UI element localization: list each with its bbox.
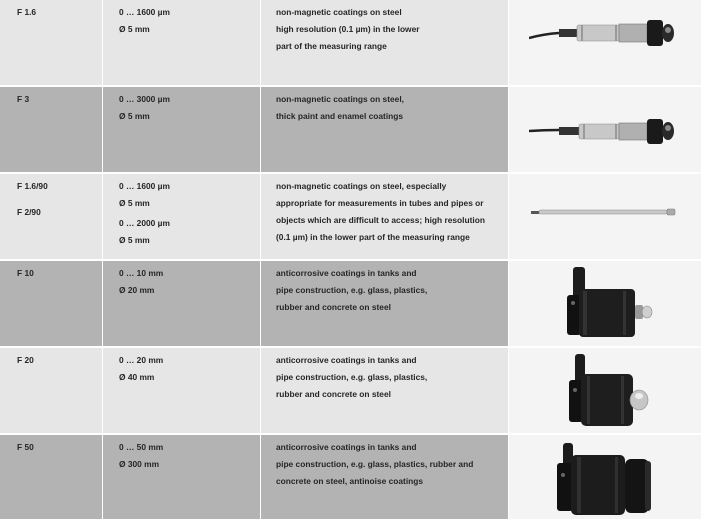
application-text: part of the measuring range	[276, 41, 387, 51]
diameter-text: Ø 20 mm	[119, 285, 155, 295]
application-text: non-magnetic coatings on steel	[276, 7, 402, 17]
diameter-text: Ø 5 mm	[119, 198, 150, 208]
probe-image-cell	[509, 0, 701, 85]
range-text: 0 … 10 mm	[119, 268, 164, 278]
diameter-text: Ø 5 mm	[119, 235, 150, 245]
table-row	[0, 348, 701, 433]
probe-image-cell	[509, 348, 701, 433]
application-text: objects which are difficult to access; high resolution	[276, 215, 485, 225]
application-cell	[261, 174, 509, 259]
probe-image-cell	[509, 174, 701, 259]
application-cell	[261, 261, 509, 346]
application-cell	[261, 0, 509, 85]
model-label: F 10	[17, 268, 34, 278]
angled-probe-icon	[531, 206, 681, 218]
range-cell	[103, 0, 261, 85]
large-cylinder-probe-icon	[549, 441, 659, 517]
application-text: concrete on steel, antinoise coatings	[276, 476, 424, 486]
range-cell	[103, 261, 261, 346]
application-text: high resolution (0.1 µm) in the lower	[276, 24, 420, 34]
range-text: 0 … 50 mm	[119, 442, 164, 452]
application-cell	[261, 348, 509, 433]
range-text: 0 … 3000 µm	[119, 94, 170, 104]
pen-probe-icon	[529, 113, 689, 149]
application-text: (0.1 µm) in the lower part of the measuring range	[276, 232, 470, 242]
range-text: 0 … 20 mm	[119, 355, 164, 365]
application-text: appropriate for measurements in tubes and pipes or	[276, 198, 484, 208]
pen-probe-icon	[529, 14, 689, 50]
application-text: anticorrosive coatings in tanks and	[276, 355, 417, 365]
application-text: anticorrosive coatings in tanks and	[276, 442, 417, 452]
model-label: F 1.6	[17, 7, 37, 17]
range-cell	[103, 435, 261, 519]
application-text: anticorrosive coatings in tanks and	[276, 268, 417, 278]
table-row	[0, 261, 701, 346]
application-text: non-magnetic coatings on steel,	[276, 94, 404, 104]
range-cell	[103, 348, 261, 433]
model-cell	[0, 261, 103, 346]
range-cell	[103, 174, 261, 259]
cylinder-probe-icon	[559, 265, 659, 343]
application-text: pipe construction, e.g. glass, plastics,	[276, 285, 428, 295]
application-text: thick paint and enamel coatings	[276, 111, 404, 121]
table-row	[0, 87, 701, 172]
application-text: pipe construction, e.g. glass, plastics,	[276, 372, 428, 382]
application-cell	[261, 87, 509, 172]
model-label: F 20	[17, 355, 34, 365]
range-cell	[103, 87, 261, 172]
application-text: pipe construction, e.g. glass, plastics, rubber and	[276, 459, 474, 469]
diameter-text: Ø 40 mm	[119, 372, 155, 382]
application-text: rubber and concrete on steel	[276, 389, 391, 399]
model-label: F 50	[17, 442, 34, 452]
table-row	[0, 0, 701, 85]
range-text: 0 … 1600 µm	[119, 181, 170, 191]
table-row	[0, 174, 701, 259]
table-row	[0, 435, 701, 519]
model-cell	[0, 87, 103, 172]
model-cell	[0, 174, 103, 259]
diameter-text: Ø 300 mm	[119, 459, 160, 469]
probe-image-cell	[509, 87, 701, 172]
probe-image-cell	[509, 261, 701, 346]
cylinder-probe-icon	[559, 352, 659, 430]
model-label: F 2/90	[17, 207, 41, 217]
model-cell	[0, 435, 103, 519]
application-text: rubber and concrete on steel	[276, 302, 391, 312]
range-text: 0 … 2000 µm	[119, 218, 170, 228]
diameter-text: Ø 5 mm	[119, 111, 150, 121]
model-cell	[0, 348, 103, 433]
model-label: F 1.6/90	[17, 181, 48, 191]
model-cell	[0, 0, 103, 85]
diameter-text: Ø 5 mm	[119, 24, 150, 34]
application-cell	[261, 435, 509, 519]
probe-image-cell	[509, 435, 701, 519]
application-text: non-magnetic coatings on steel, especially	[276, 181, 447, 191]
range-text: 0 … 1600 µm	[119, 7, 170, 17]
model-label: F 3	[17, 94, 30, 104]
